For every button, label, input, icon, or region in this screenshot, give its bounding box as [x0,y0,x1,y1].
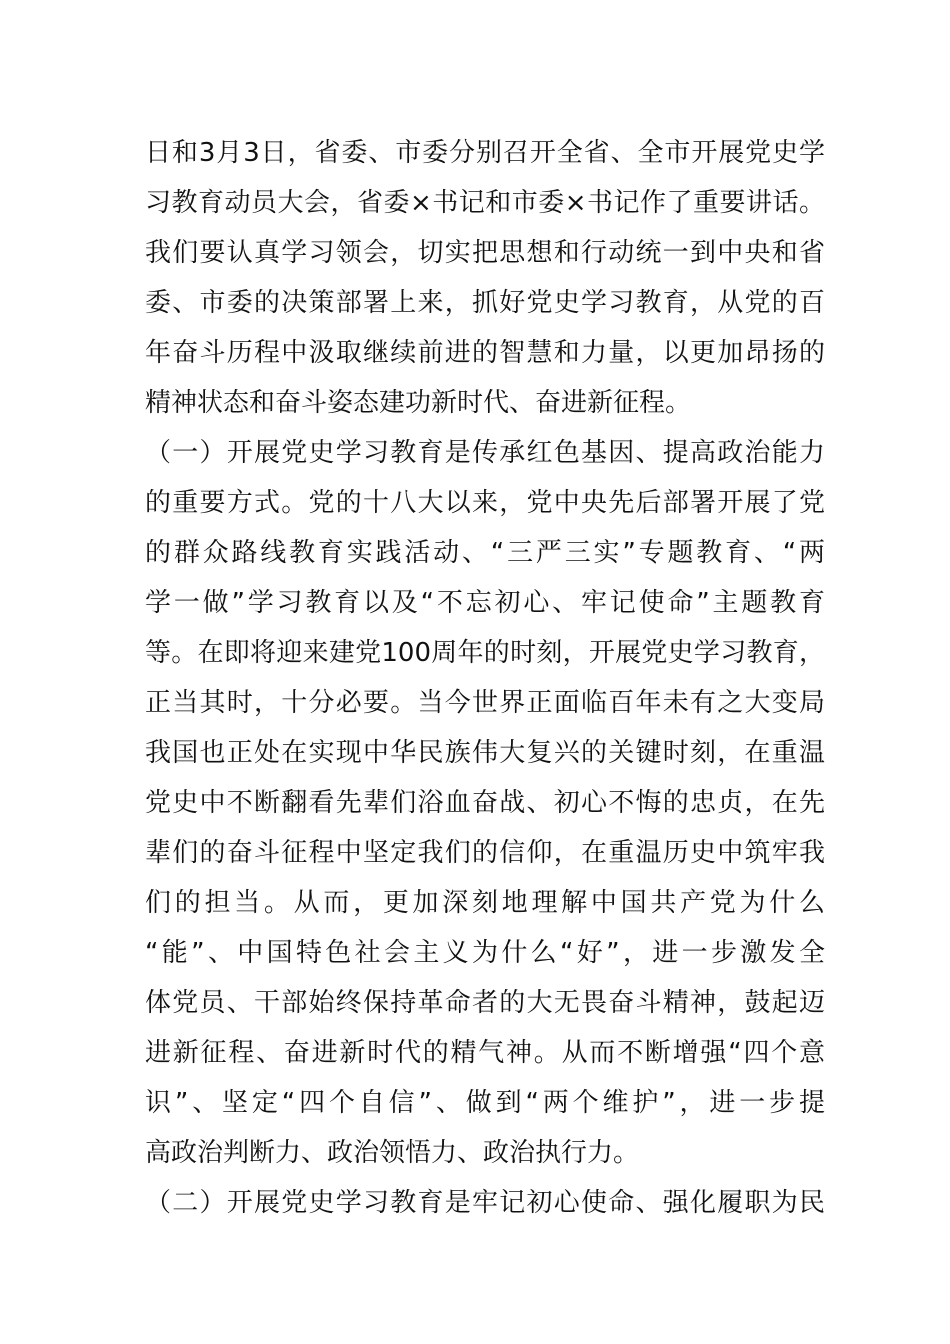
text-line: 委、市委的决策部署上来，抓好党史学习教育，从党的百 [145,288,825,318]
text-line: “能”、中国特色社会主义为什么“好”，进一步激发全 [145,938,825,968]
text-line: 年奋斗历程中汲取继续前进的智慧和力量，以更加昂扬的 [145,338,825,368]
text-line: 们的担当。从而，更加深刻地理解中国共产党为什么 [145,888,825,918]
text-line: 的群众路线教育实践活动、“三严三实”专题教育、“两 [145,538,825,568]
text-line: 习教育动员大会，省委×书记和市委×书记作了重要讲话。 [145,188,825,218]
text-line: 正当其时，十分必要。当今世界正面临百年未有之大变局 [145,688,825,718]
text-line: 辈们的奋斗征程中坚定我们的信仰，在重温历史中筑牢我 [145,838,825,868]
body-text [145,128,825,1228]
text-line: 进新征程、奋进新时代的精气神。从而不断增强“四个意 [145,1038,825,1068]
text-line: 的重要方式。党的十八大以来，党中央先后部署开展了党 [145,488,825,518]
text-line: 等。在即将迎来建党100周年的时刻，开展党史学习教育， [145,638,825,668]
text-line: 党史中不断翻看先辈们浴血奋战、初心不悔的忠贞，在先 [145,788,825,818]
text-line: 精神状态和奋斗姿态建功新时代、奋进新征程。 [145,388,692,418]
text-line: 高政治判断力、政治领悟力、政治执行力。 [145,1138,640,1168]
text-line: （二）开展党史学习教育是牢记初心使命、强化履职为民 [145,1188,825,1218]
text-line: 体党员、干部始终保持革命者的大无畏奋斗精神，鼓起迈 [145,988,825,1018]
text-line: 我国也正处在实现中华民族伟大复兴的关键时刻，在重温 [145,738,825,768]
text-line: 我们要认真学习领会，切实把思想和行动统一到中央和省 [145,238,825,268]
text-line: 学一做”学习教育以及“不忘初心、牢记使命”主题教育 [145,588,825,618]
text-line: 识”、坚定“四个自信”、做到“两个维护”，进一步提 [145,1088,825,1118]
text-line: 日和3月3日，省委、市委分别召开全省、全市开展党史学 [145,138,825,168]
text-line: （一）开展党史学习教育是传承红色基因、提高政治能力 [145,438,825,468]
